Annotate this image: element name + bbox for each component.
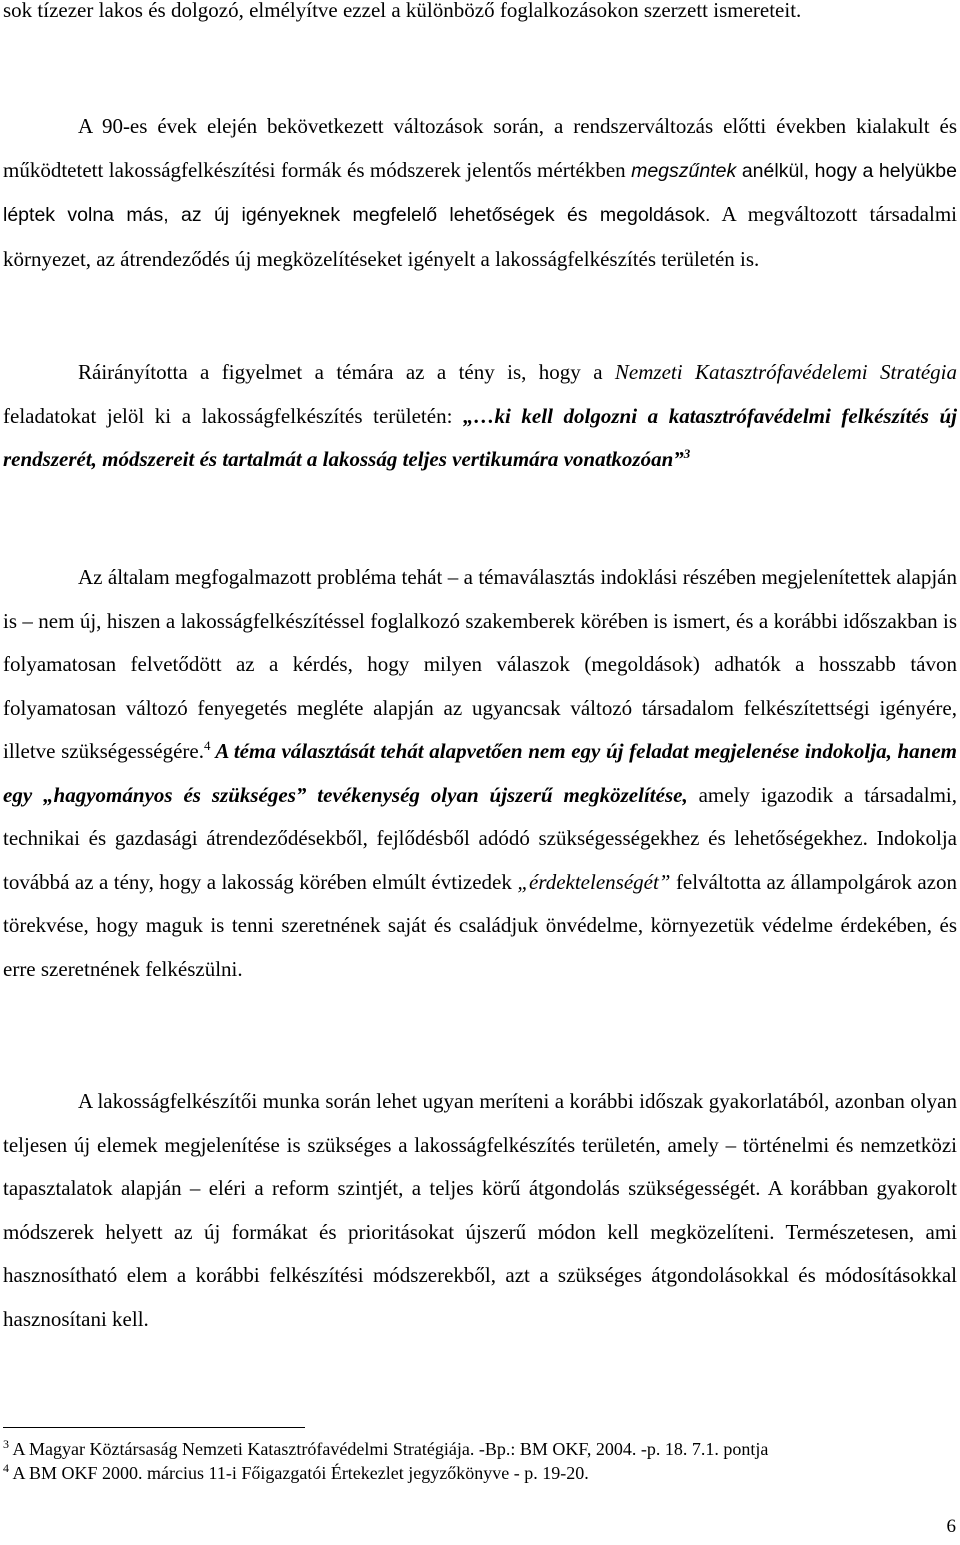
paragraph-text: A megváltozott társadalmi környezet, az átrendeződés új megközelítéseket igényelt a lakosságfelkészítés területén is. <box>3 202 957 271</box>
footnote-4 <box>3 1461 957 1485</box>
paragraph-text: Az általam megfogalmazott probléma tehát – a témaválasztás indoklási részében megjelenítettek alapján is – nem új, hiszen a lakosságfelkészítéssel foglalkozó szakemberek körében is ismert, és a korábbi időszakban is folyamatosan felvetődött az a kérdés, hogy milyen válaszok (megoldások) adhatók a hosszabb távon folyamatosan változó fenyegetés megléte alapján az ugyancsak változó társadalom felkészítettségi igényére, illetve szükségességére. <box>3 565 957 763</box>
paragraph-text: felváltotta az állampolgárok azon törekvése, hogy maguk is tenni szeretnének saját és családjuk önvédelme, környezetük védelme érdekében, és erre szeretnének felkészülni. <box>3 869 957 981</box>
paragraph-text: A 90-es évek elején bekövetkezett változások során, a rendszerváltozás előtti években kialakult és működtetett lakosságfelkészítési formák és módszerek jelentős mértékben <box>3 114 957 182</box>
paragraph-text-italic: megszűntek <box>631 159 737 182</box>
footnote-ref-3: 3 <box>683 446 691 461</box>
footnote-text: A BM OKF 2000. március 11-i Főigazgatói Értekezlet jegyzőkönyve - p. 19-20. <box>9 1463 589 1483</box>
footnote-number: 3 <box>3 1437 9 1451</box>
footnote-3 <box>3 1437 957 1461</box>
footnote-text: A Magyar Köztársaság Nemzeti Katasztrófavédelmi Stratégiája. -Bp.: BM OKF, 2004. -p. 18. 7.1. pontja <box>9 1439 769 1459</box>
footnote-ref-4: 4 <box>203 738 211 753</box>
strategy-quote: „…ki kell dolgozni a katasztrófavédelmi felkészítés új rendszerét, módszereit és tartalmát a lakosság teljes vertikumára vonatkozóan” <box>3 403 958 471</box>
paragraph-changes-90s <box>3 105 957 281</box>
footnote-separator <box>3 1427 305 1428</box>
paragraph-text: sok tízezer lakos és dolgozó, elmélyítve ezzel a különböző foglalkozásokon szerzett ismereteit. <box>3 0 802 22</box>
paragraph-preparation-work <box>3 1080 957 1341</box>
strategy-title-italic: Nemzeti Katasztrófavédelemi Stratégia <box>614 360 957 384</box>
paragraph-national-strategy <box>3 351 957 482</box>
paragraph-text: amely igazodik a társadalmi, technikai és gazdasági átrendeződésekből, fejlődésből adódó szükségességekhez és lehetőségekhez. Indokolja továbbá az a tény, hogy a lakosság körében elmúlt évtizedek <box>3 782 957 894</box>
paragraph-text-sans: anélkül, hogy a helyükbe léptek volna más, az új igényeknek megfelelő lehetőségek és megoldások. <box>3 159 957 226</box>
paragraph-text: Ráirányította a figyelmet a témára az a tény is, hogy a <box>78 360 615 384</box>
paragraph-problem-statement <box>3 556 957 991</box>
paragraph-continuation <box>3 0 957 33</box>
paragraph-text: feladatokat jelöl ki a lakosságfelkészítés területén: <box>3 403 464 428</box>
footnote-number: 4 <box>3 1461 9 1475</box>
paragraph-text: A lakosságfelkészítői munka során lehet ugyan meríteni a korábbi időszak gyakorlatából, azonban olyan teljesen új elemek megjelenítése is szükséges a lakosságfelkészítés területén, amely – történelmi és nemzetközi tapasztalatok alapján – eléri a reform szintjét, a teljes körű átgondolás szükségességét. A korábban gyakorolt módszerek helyett az új formákat és prioritásokat újszerű módon kell megközelíteni. Természetesen, ami hasznosítható elem a korábbi felkészítési módszerekből, azt a szükséges átgondolásokkal és módosításokkal hasznosítani kell. <box>3 1089 957 1331</box>
topic-choice-emphasis: A téma választását tehát alapvetően nem egy új feladat megjelenése indokolja, hanem egy „hagyományos és szükséges” tevékenység olyan újszerű megközelítése, <box>3 739 957 807</box>
page-number: 6 <box>946 1516 956 1537</box>
disinterest-italic: „érdektelenségét” <box>517 869 671 894</box>
